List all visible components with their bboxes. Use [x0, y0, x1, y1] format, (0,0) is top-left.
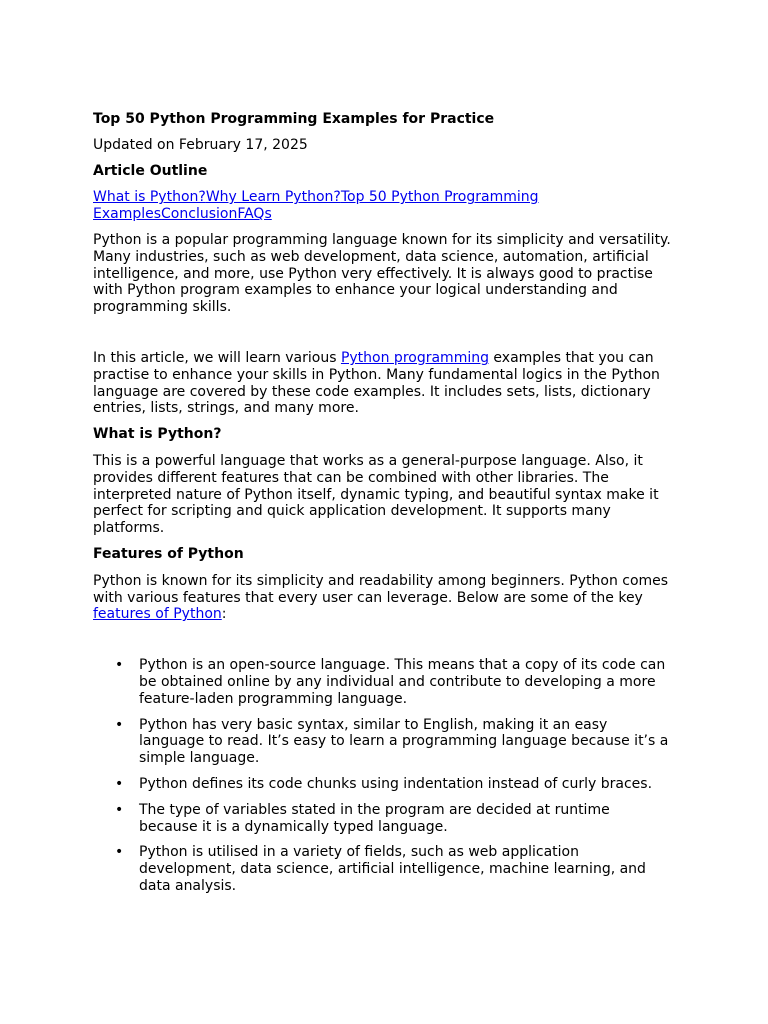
list-item: • Python has very basic syntax, similar to English, making it an easy language to read. It’s easy to learn a programming language because it’s a simple language. — [139, 717, 678, 767]
list-item: • Python defines its code chunks using indentation instead of curly braces. — [139, 776, 678, 793]
article-paragraph-text-end: examples that you can practise to enhance your skills in Python. Many fundamental logics in the Python language are covered by these code examples. It includes sets, lists, dictionary entries, lists, strings, and many more. — [93, 349, 660, 417]
features-paragraph — [93, 573, 678, 623]
outline-link-top-50-examples[interactable]: Top 50 Python Programming Examples — [93, 189, 539, 223]
article-title: Top 50 Python Programming Examples for Practice — [93, 111, 495, 127]
outline-link-what-is-python[interactable]: What is Python? — [93, 189, 206, 206]
spacer — [93, 632, 678, 657]
outline-link-faqs[interactable]: FAQs — [237, 206, 272, 223]
list-item: • The type of variables stated in the program are decided at runtime because it is a dynamically typed language. — [139, 802, 678, 836]
outline-heading: Article Outline — [93, 162, 208, 179]
features-list — [93, 657, 678, 895]
article-paragraph-text-start: In this article, we will learn various — [93, 349, 341, 366]
list-item: • Python is an open-source language. This means that a copy of its code can be obtained online by any individual and contribute to developing a more feature-laden programming language. — [139, 657, 678, 707]
features-paragraph-text-end: : — [221, 606, 227, 623]
updated-date: Updated on February 17, 2025 — [93, 136, 308, 153]
article — [93, 111, 678, 904]
outline-link-conclusion[interactable]: Conclusion — [161, 206, 238, 223]
article-outline-links — [93, 189, 678, 223]
features-paragraph-text-start: Python is known for its simplicity and readability among beginners. Python comes with various features that every user can leverage. Below are some of the key — [93, 572, 669, 606]
intro-paragraph: Python is a popular programming language known for its simplicity and versatility. Many industries, such as web development, data science, automation, artificial intelligence, and more, use Python very effectively. It is always good to practise with Python program examples to enhance your logical understanding and programming skills. — [93, 231, 671, 316]
outline-link-why-learn-python[interactable]: Why Learn Python? — [205, 189, 341, 206]
python-programming-link[interactable]: Python programming — [340, 349, 489, 366]
features-of-python-link[interactable]: features of Python — [93, 606, 222, 623]
features-heading: Features of Python — [93, 545, 244, 562]
spacer — [93, 325, 678, 350]
list-item: • Python is utilised in a variety of fields, such as web application development, data science, artificial intelligence, machine learning, and data analysis. — [139, 844, 678, 894]
what-is-python-paragraph: This is a powerful language that works as a general-purpose language. Also, it provides different features that can be combined with other libraries. The interpreted nature of Python itself, dynamic typing, and beautiful syntax make it perfect for scripting and quick application development. It supports many platforms. — [93, 452, 659, 537]
article-paragraph — [93, 350, 678, 417]
what-is-python-heading: What is Python? — [93, 426, 222, 443]
